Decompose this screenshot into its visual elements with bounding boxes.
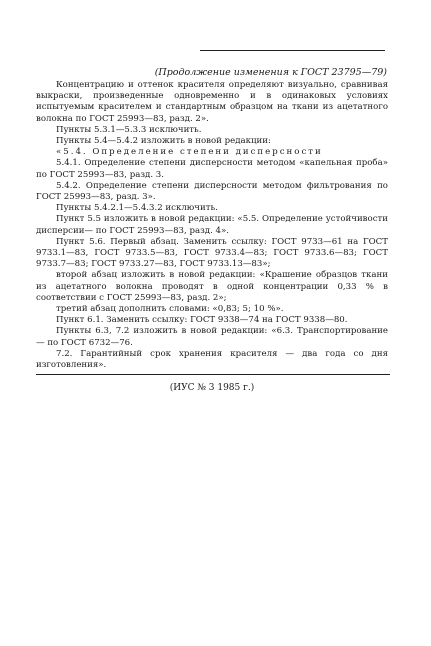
paragraph-5-6-third: третий абзац дополнить словами: «0,83; 5; 10 %». [56, 304, 284, 315]
paragraph-5-4-1: 5.4.1. Определение степени дисперсности методом «капельная проба» по ГОСТ 25993—83, разд. 3. [36, 158, 388, 180]
paragraph-5-6-second: второй абзац изложить в новой редакции: «Крашение образцов ткани из ацетатного волокна проводят в одной концентрации 0,33 % в соответствии с ГОСТ 25993—83, разд. 2»; [36, 270, 388, 303]
paragraph-5-3: Пункты 5.3.1—5.3.3 исключить. [56, 124, 202, 135]
section-5-4-heading: «5.4. Определение степени дисперсности [56, 147, 323, 158]
paragraph-5-6: Пункт 5.6. Первый абзац. Заменить ссылку: ГОСТ 9733—61 на ГОСТ 9733.1—83, ГОСТ 9733.5—83, ГОСТ 9733.4—83; ГОСТ 9733.6—83; ГОСТ 9733.7—83; ГОСТ 9733.27—83, ГОСТ 9733.13—83»; [36, 236, 388, 270]
paragraph-7-2: 7.2. Гарантийный срок хранения красителя — два года со дня изготовления». [36, 348, 388, 371]
paragraph-5-5: Пункт 5.5 изложить в новой редакции: «5.5. Определение устойчивости дисперсии— по ГОСТ 25993—83, разд. 4». [36, 214, 388, 236]
paragraph-5-4-2: 5.4.2. Определение степени дисперсности методом фильтрования по ГОСТ 25993—83, разд. 3». [36, 180, 388, 203]
paragraph-6-3: Пункты 6.3, 7.2 изложить в новой редакции: «6.3. Транспортирование — по ГОСТ 6732—76. [36, 326, 388, 348]
continuation-header: (Продолжение изменения к ГОСТ 23795—79) [154, 67, 387, 78]
amendment-text [36, 80, 388, 394]
bottom-rule [36, 374, 390, 375]
paragraph-intro: Концентрацию и оттенок красителя определяют визуально, сравнивая выкраски, произведенные одновременно и в одинаковых условиях испытуемым красителем и стандартным образцом на ткани из ацетатного волокна по ГОСТ 25993—83, разд. 2». [36, 80, 388, 124]
paragraph-5-4-2-1: Пункты 5.4.2.1—5.4.3.2 исключить. [56, 203, 218, 214]
publication-note: (ИУС № 3 1985 г.) [169, 383, 255, 394]
paragraph-6-1: Пункт 6.1. Заменить ссылку: ГОСТ 9338—74 на ГОСТ 9338—80. [56, 315, 348, 326]
top-rule [200, 50, 385, 51]
paragraph-5-4-intro: Пункты 5.4—5.4.2 изложить в новой редакции: [56, 136, 271, 147]
